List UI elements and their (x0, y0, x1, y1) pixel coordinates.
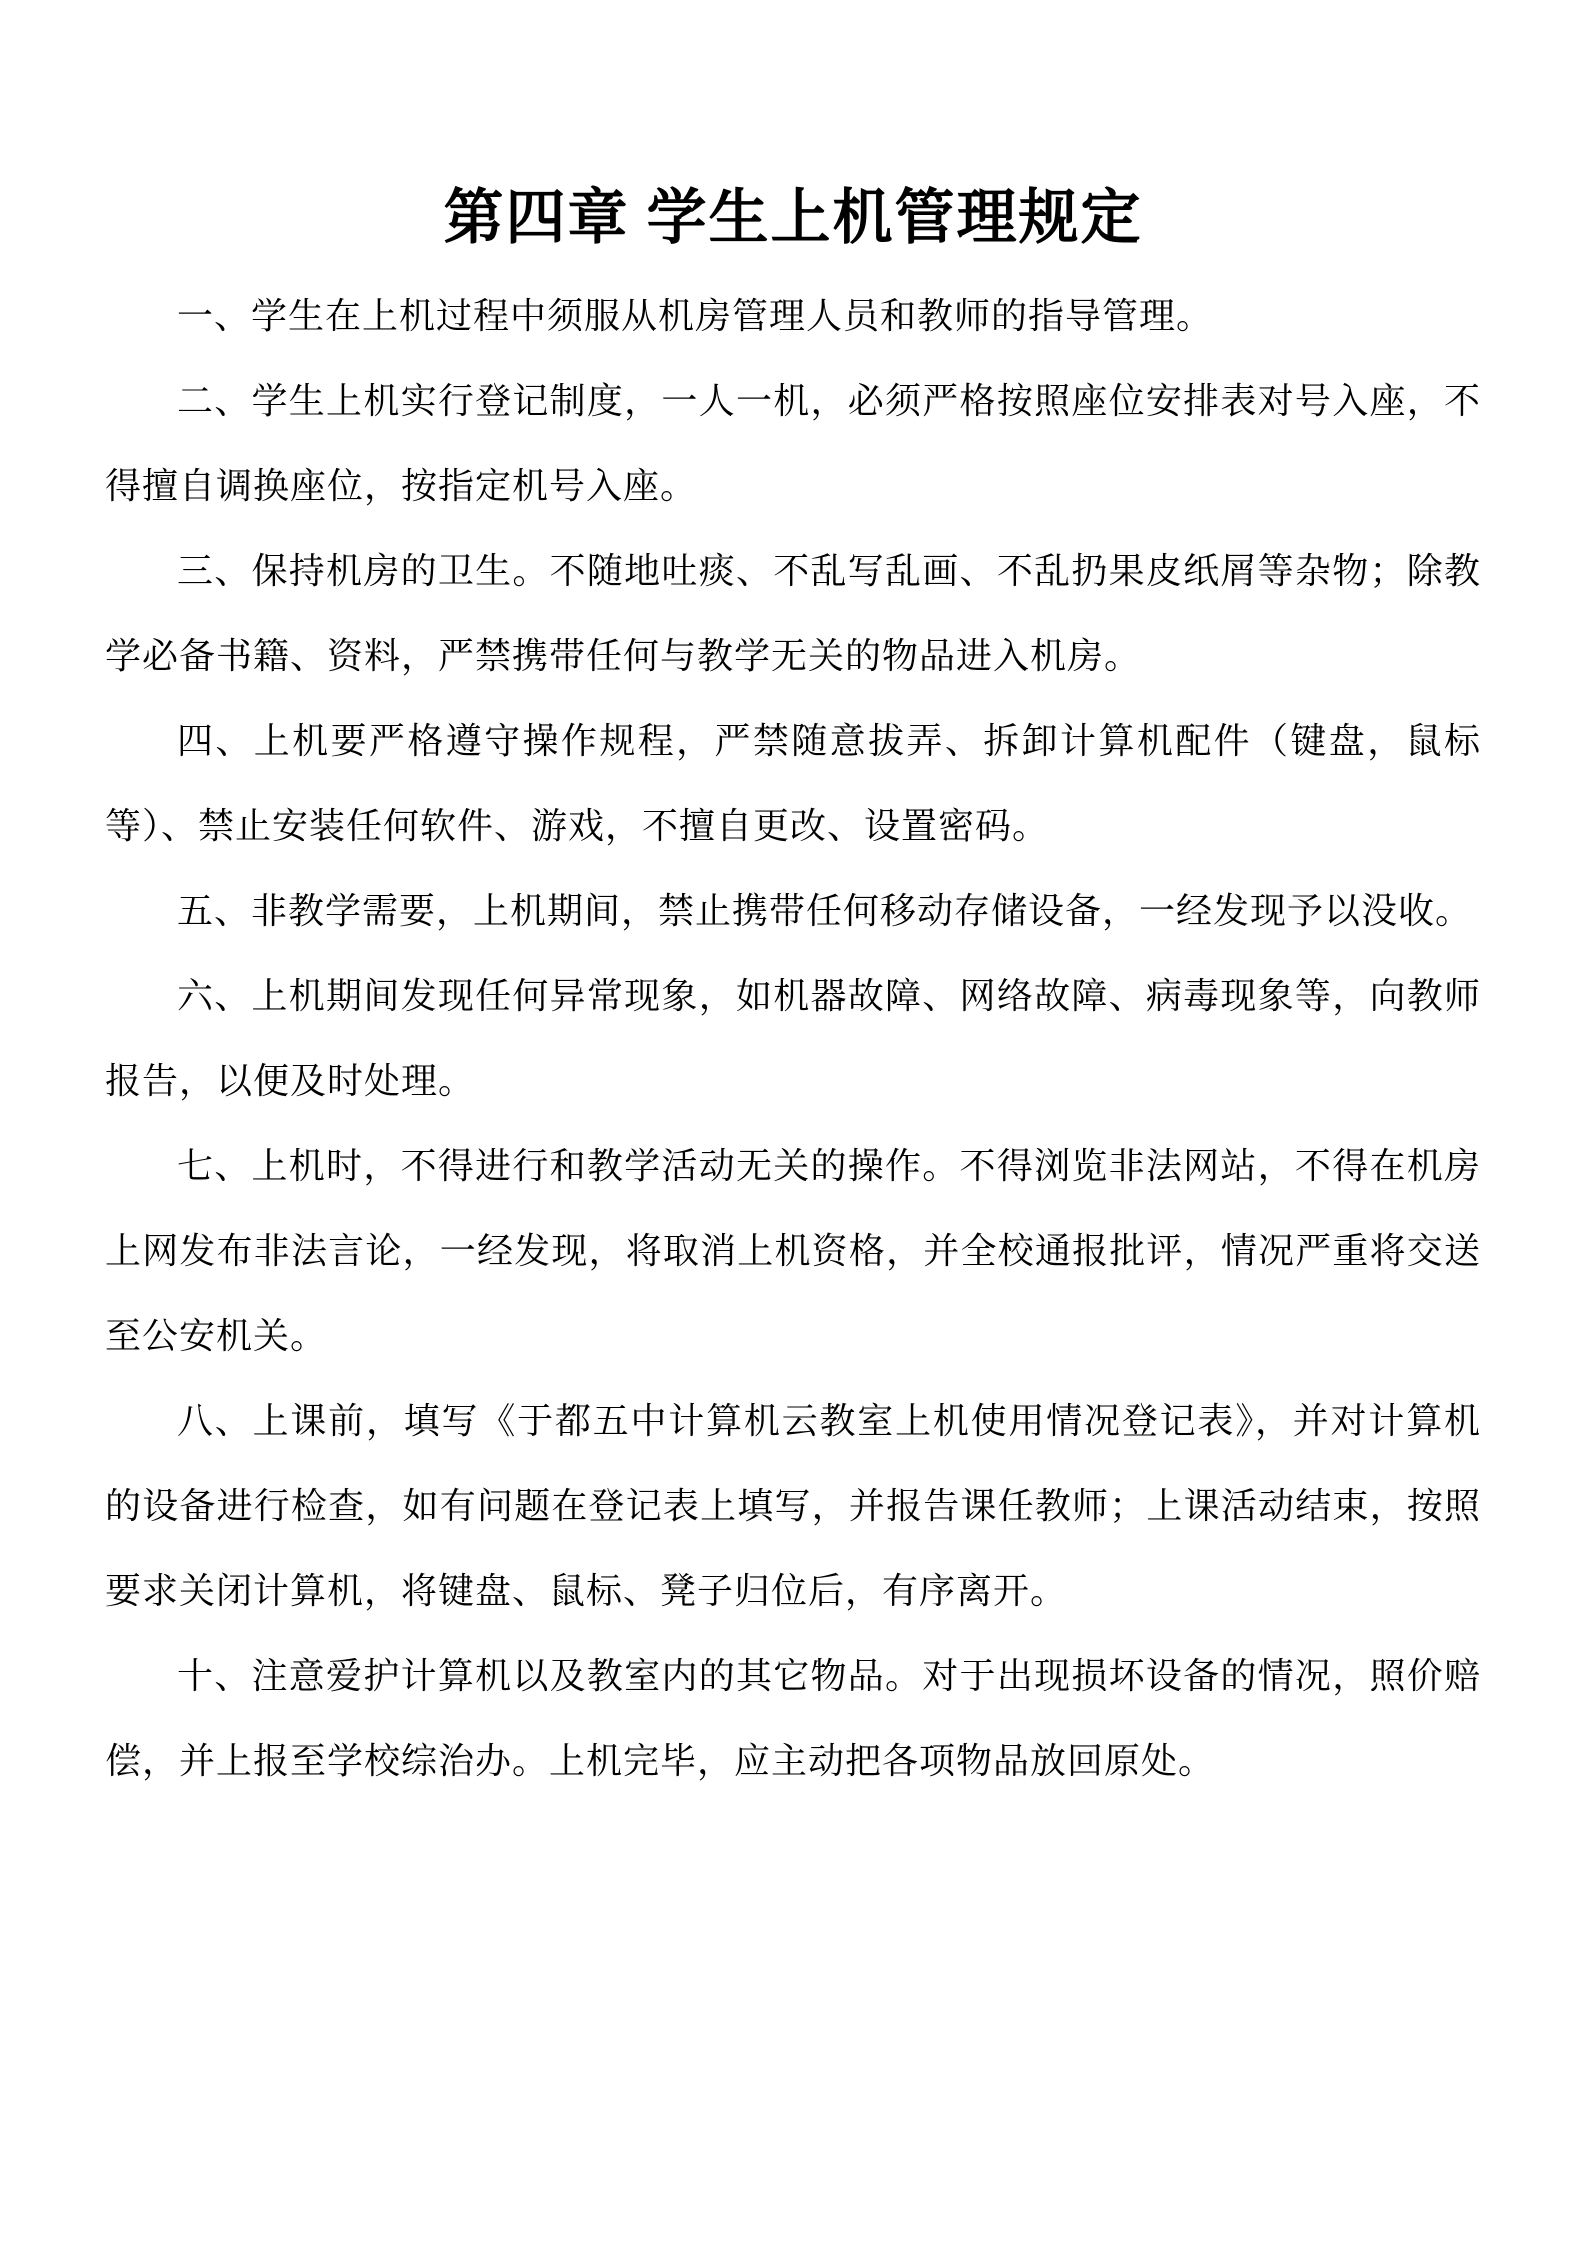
regulation-paragraph-6: 六、上机期间发现任何异常现象，如机器故障、网络故障、病毒现象等，向教师报告，以便及时处理。 (105, 976, 1481, 1101)
regulation-paragraph-1: 一、学生在上机过程中须服从机房管理人员和教师的指导管理。 (177, 296, 1214, 336)
page-title: 第四章 学生上机管理规定 (443, 185, 1143, 251)
regulation-paragraph-7: 七、上机时，不得进行和教学活动无关的操作。不得浏览非法网站，不得在机房上网发布非法言论，一经发现，将取消上机资格，并全校通报批评，情况严重将交送至公安机关。 (105, 1146, 1481, 1356)
regulation-paragraph-5: 五、非教学需要，上机期间，禁止携带任何移动存储设备，一经发现予以没收。 (177, 891, 1473, 931)
regulation-paragraph-8: 八、上课前，填写《于都五中计算机云教室上机使用情况登记表》，并对计算机的设备进行检查，如有问题在登记表上填写，并报告课任教师；上课活动结束，按照要求关闭计算机，将键盘、鼠标、凳子归位后，有序离开。 (105, 1401, 1481, 1611)
regulation-paragraph-9: 十、注意爱护计算机以及教室内的其它物品。对于出现损坏设备的情况，照价赔偿，并上报至学校综治办。上机完毕，应主动把各项物品放回原处。 (105, 1656, 1481, 1781)
regulation-paragraph-3: 三、保持机房的卫生。不随地吐痰、不乱写乱画、不乱扔果皮纸屑等杂物；除教学必备书籍、资料，严禁携带任何与教学无关的物品进入机房。 (105, 551, 1481, 676)
regulation-list (105, 274, 1481, 1804)
regulation-paragraph-2: 二、学生上机实行登记制度，一人一机，必须严格按照座位安排表对号入座，不得擅自调换座位，按指定机号入座。 (105, 381, 1481, 506)
regulation-paragraph-4: 四、上机要严格遵守操作规程，严禁随意拔弄、拆卸计算机配件（键盘，鼠标等）、禁止安装任何软件、游戏，不擅自更改、设置密码。 (105, 721, 1481, 846)
